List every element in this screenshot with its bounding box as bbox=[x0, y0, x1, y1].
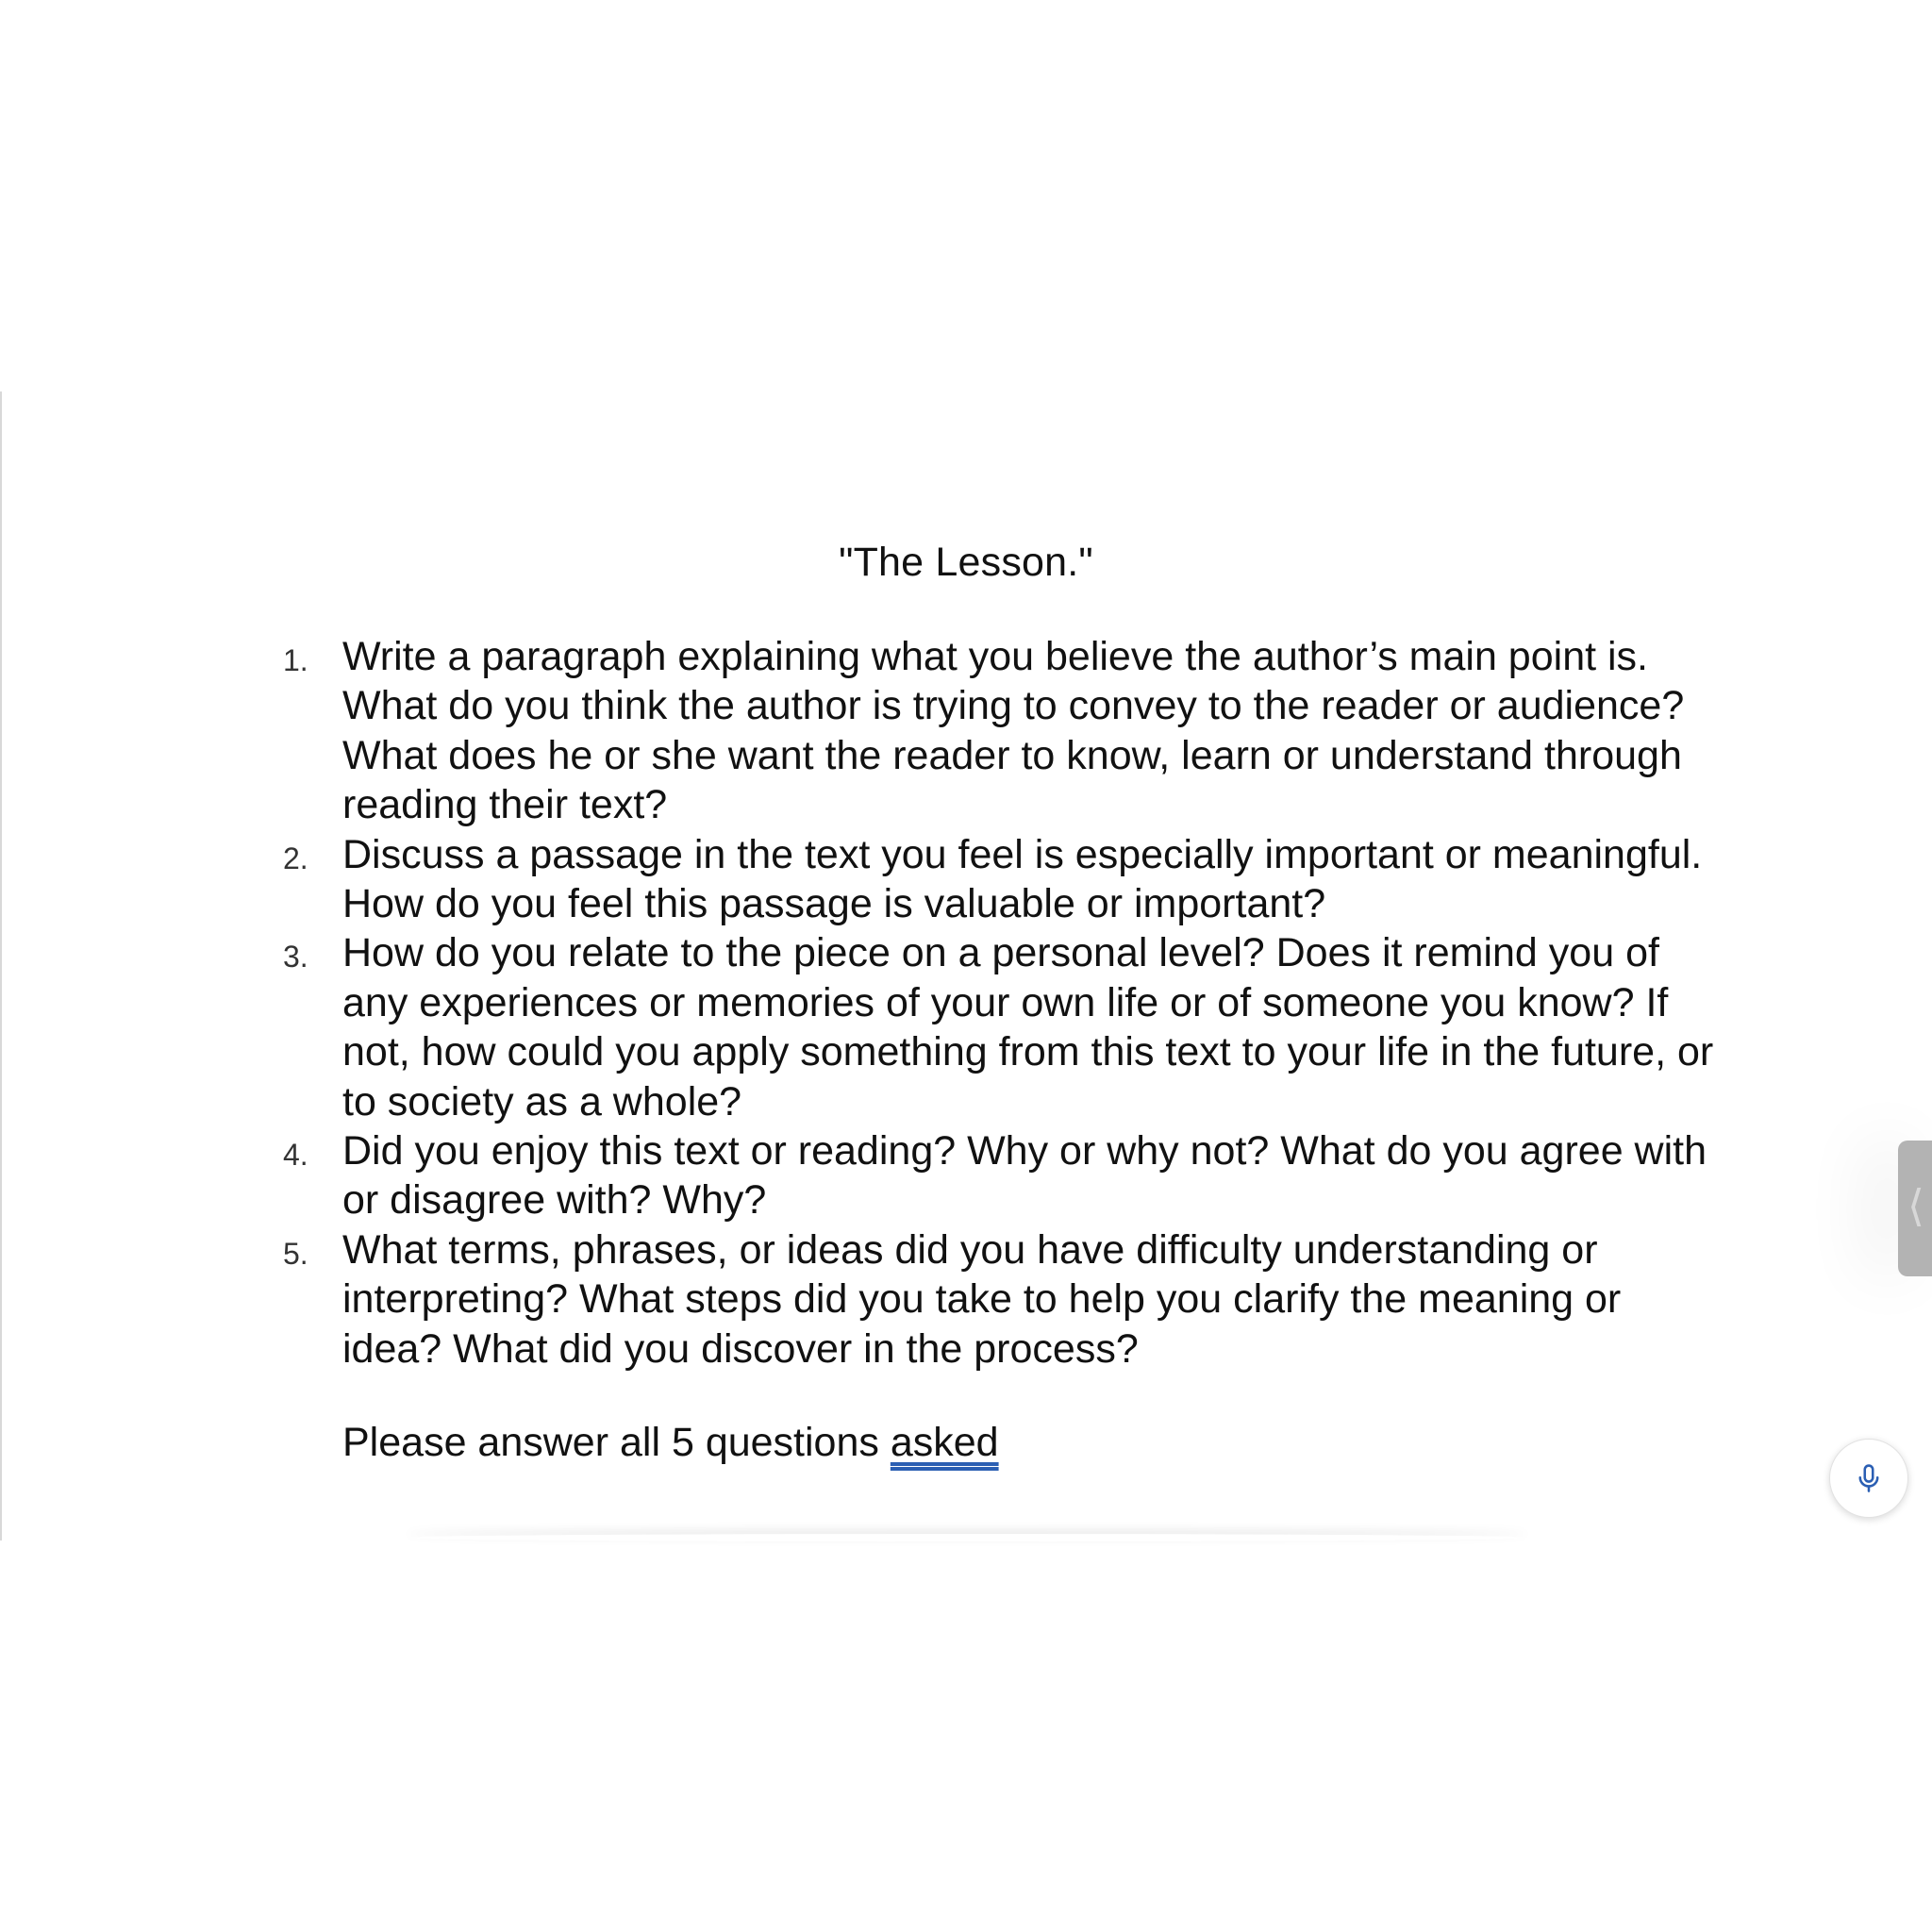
question-item-1 bbox=[283, 632, 1717, 830]
question-number: 3. bbox=[283, 940, 308, 974]
question-item-5 bbox=[283, 1225, 1717, 1374]
question-item-4 bbox=[283, 1126, 1717, 1225]
document-title: "The Lesson." bbox=[839, 540, 1093, 585]
question-number: 5. bbox=[283, 1236, 308, 1271]
questions-list bbox=[283, 632, 1717, 1374]
chevron-left-icon: ⟨ bbox=[1907, 1180, 1924, 1231]
question-text: How do you relate to the piece on a personal level? Does it remind you of any experiences or memories of your own life or of someone you know? If not, how could you apply something from this text to your life in the future, or to society as a whole? bbox=[342, 930, 1714, 1124]
question-text: Did you enjoy this text or reading? Why or why not? What do you agree with or disagree with? Why? bbox=[342, 1128, 1707, 1224]
closing-instruction bbox=[342, 1418, 999, 1467]
question-item-2 bbox=[283, 830, 1717, 929]
question-number: 2. bbox=[283, 841, 308, 875]
spellcheck-flagged-word[interactable]: asked bbox=[890, 1420, 999, 1465]
closing-text: Please answer all 5 questions bbox=[342, 1420, 891, 1465]
side-panel-handle[interactable] bbox=[1898, 1141, 1932, 1276]
question-text: Write a paragraph explaining what you believe the author’s main point is. What do you think the author is trying to convey to the reader or audience? What does he or she want the reader to know, learn or understand through reading their text? bbox=[342, 634, 1685, 828]
question-text: What terms, phrases, or ideas did you have difficulty understanding or interpreting? What steps did you take to help you clarify the meaning or idea? What did you discover in the process? bbox=[342, 1226, 1622, 1372]
question-number: 1. bbox=[283, 643, 308, 677]
dictate-button[interactable] bbox=[1829, 1439, 1908, 1518]
question-text: Discuss a passage in the text you feel is especially important or meaningful. How do you feel this passage is valuable or important? bbox=[342, 831, 1703, 927]
question-number: 4. bbox=[283, 1138, 308, 1173]
question-item-3 bbox=[283, 928, 1717, 1126]
page-bottom-shadow bbox=[406, 1534, 1528, 1541]
microphone-icon bbox=[1853, 1462, 1885, 1494]
